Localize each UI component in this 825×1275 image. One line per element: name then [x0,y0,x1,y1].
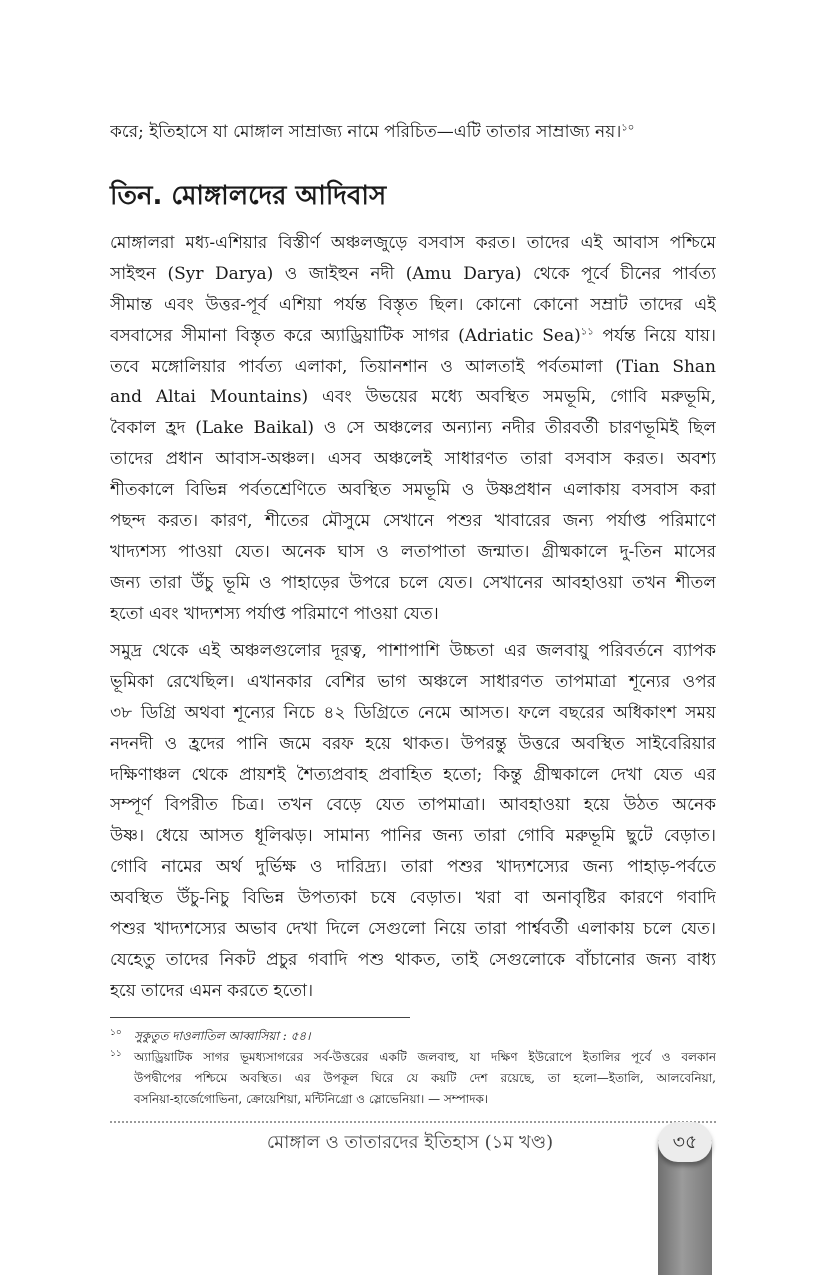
footnote-ref-11[interactable]: ১১ [580,326,594,338]
footnote-11 [110,1047,716,1110]
paragraph-line: পছন্দ করত। কারণ, শীতের মৌসুমে সেখানে পশুর খাবারের জন্য পর্যাপ্ত পরিমাণে [110,511,716,532]
paragraph-line: সাইহুন (Syr Darya) ও জাইহুন নদী (Amu Darya) থেকে পূর্বে চীনের পার্বত্য [110,263,716,284]
paragraph-line: খাদ্যশস্য পাওয়া যেত। অনেক ঘাস ও লতাপাতা জন্মাত। গ্রীষ্মকালে দু-তিন মাসের [110,541,716,562]
paragraph-line: গোবি নামের অর্থ দুর্ভিক্ষ ও দারিদ্র্য। তারা পশুর খাদ্যশস্যের জন্য পাহাড়-পর্বতে [110,857,716,878]
paragraph-line: শীতকালে বিভিন্ন পর্বতশ্রেণিতে অবস্থিত সমভূমি ও উষ্ণপ্রধান এলাকায় বসবাস করা [110,480,716,501]
paragraph-line: হতো এবং খাদ্যশস্য পর্যাপ্ত পরিমাণে পাওয়া যেত। [110,603,439,624]
line-segment: বসবাসের সীমানা বিস্তৃত করে অ্যাড্রিয়াটিক সাগর (Adriatic Sea) [110,325,581,346]
running-footer-title: মোঙ্গাল ও তাতারদের ইতিহাস (১ম খণ্ড) [266,1132,554,1153]
top-line-text: করে; ইতিহাসে যা মোঙ্গাল সাম্রাজ্য নামে পরিচিত—এটি তাতার সাম্রাজ্য নয়। [110,122,622,142]
paragraph-line [110,321,716,352]
continued-text-line [110,117,716,148]
footer-divider [110,1121,716,1123]
paragraph-line: জন্য তারা উঁচু ভূমি ও পাহাড়ের উপরে চলে যেত। সেখানের আবহাওয়া তখন শীতল [110,572,716,593]
paragraph-1 [110,228,716,630]
paragraph-line: সমুদ্র থেকে এই অঞ্চলগুলোর দূরত্ব, পাশাপাশি উচ্চতা এর জলবায়ু পরিবর্তনে ব্যাপক [110,641,716,661]
paragraph-line: উষ্ণ। ধেয়ে আসত ধূলিঝড়। সামান্য পানির জন্য তারা গোবি মরুভূমি ছুটে বেড়াত। [110,826,716,847]
paragraph-line: পশুর খাদ্যশস্যের অভাব দেখা দিলে সেগুলো নিয়ে তারা পার্শ্ববর্তী এলাকায় চলে যেত। [110,919,716,940]
page-number: ৩৫ [658,1122,712,1162]
paragraph-line: হয়ে তাদের এমন করতে হতো। [110,980,314,1001]
footnote-line: উপদ্বীপের পশ্চিমে অবস্থিত। এর উপকূল ঘিরে যে কয়টি দেশ রয়েছে, তা হলো—ইতালি, আলবেনিয়া, [134,1071,716,1085]
paragraph-line: সীমান্ত এবং উত্তর-পূর্ব এশিয়া পর্যন্ত বিস্তৃত ছিল। কোনো কোনো সম্রাট তাদের এই [110,294,716,315]
paragraph-line: নদনদী ও হ্রদের পানি জমে বরফ হয়ে থাকত। উপরন্তু উত্তরে অবস্থিত সাইবেরিয়ার [110,733,716,754]
footnote-mark: ১১ [110,1049,122,1059]
paragraph-line: ৩৮ ডিগ্রি অথবা শূন্যের নিচে ৪২ ডিগ্রিতে নেমে আসত। ফলে বছরের অধিকাংশ সময় [110,702,716,723]
paragraph-line: তবে মঙ্গোলিয়ার পার্বত্য এলাকা, তিয়ানশান ও আলতাই পর্বতমালা (Tian Shan [110,356,716,377]
paragraph-line: তাদের প্রধান আবাস-অঞ্চল। এসব অঞ্চলেই সাধারণত তারা বসবাস করত। অবশ্য [110,449,716,470]
footnote-mark: ১০ [110,1028,122,1038]
footnote-divider [110,1017,410,1018]
paragraph-line: মোঙ্গালরা মধ্য-এশিয়ার বিস্তীর্ণ অঞ্চলজুড়ে বসবাস করত। তাদের এই আবাস পশ্চিমে [110,233,716,253]
paragraph-line: and Altai Mountains) এবং উভয়ের মধ্যে অবস্থিত সমভূমি, গোবি মরুভূমি, [110,387,716,408]
footnote-line: অ্যাড্রিয়াটিক সাগর ভূমধ্যসাগরের সর্ব-উত্তরের একটি জলবাহু, যা দক্ষিণ ইউরোপে ইতালির পূর্বে ও বলকান [134,1050,716,1064]
paragraph-line: যেহেতু তাদের নিকট প্রচুর গবাদি পশু থাকত, তাই সেগুলোকে বাঁচানোর জন্য বাধ্য [110,949,716,970]
paragraph-line: দক্ষিণাঞ্চল থেকে প্রায়শই শৈত্যপ্রবাহ প্রবাহিত হতো; কিন্তু গ্রীষ্মকালে দেখা যেত এর [110,764,716,785]
paragraph-line: সম্পূর্ণ বিপরীত চিত্র। তখন বেড়ে যেত তাপমাত্রা। আবহাওয়া হয়ে উঠত অনেক [110,795,716,816]
paragraph-line: অবস্থিত উঁচু-নিচু বিভিন্ন উপত্যকা চষে বেড়াত। খরা বা অনাবৃষ্টির কারণে গবাদি [110,888,716,909]
line-segment: পর্যন্ত নিয়ে যায়। [593,325,716,346]
section-heading: তিন. মোঙ্গালদের আদিবাস [110,181,387,211]
paragraph-line: ভূমিকা রেখেছিল। এখানকার বেশির ভাগ অঞ্চলে সাধারণত তাপমাত্রা শূন্যের ওপর [110,671,716,692]
footnote-ref-10[interactable]: ১০ [621,122,635,134]
paragraph-2 [110,636,716,1007]
footnote-line: বসনিয়া-হার্জেগোভিনা, ক্রোয়েশিয়া, মন্টিনিগ্রো ও স্লোভেনিয়া। — সম্পাদক। [134,1092,489,1106]
paragraph-line: বৈকাল হ্রদ (Lake Baikal) ও সে অঞ্চলের অন্যান্য নদীর তীরবর্তী চারণভূমিই ছিল [110,418,716,439]
footnote-10 [110,1026,716,1047]
footnote-line: সুকুতুত দাওলাতিল আব্বাসিয়া : ৫৪। [134,1029,311,1043]
